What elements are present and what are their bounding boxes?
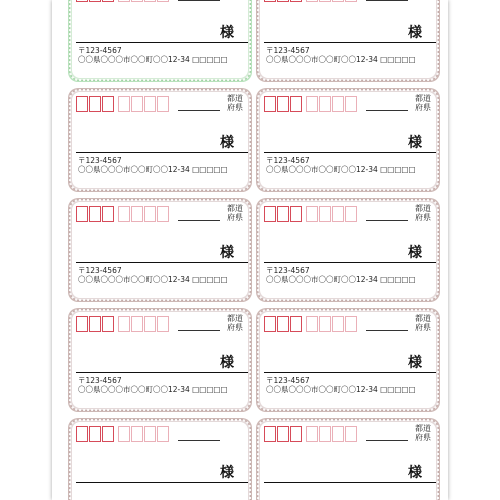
postal-digit-box bbox=[277, 426, 289, 442]
address-underline bbox=[366, 330, 408, 331]
prefecture-label: 都道府県 bbox=[415, 424, 431, 442]
postal-digit-box bbox=[89, 0, 101, 2]
honorific: 様 bbox=[220, 135, 234, 151]
postal-digit-box bbox=[102, 316, 114, 332]
honorific: 様 bbox=[408, 25, 422, 41]
honorific: 様 bbox=[220, 25, 234, 41]
postal-digit-box bbox=[144, 206, 156, 222]
postal-digit-box bbox=[306, 206, 318, 222]
postal-digit-box bbox=[332, 206, 344, 222]
sender-address: 〇〇県〇〇〇市〇〇町〇〇12-34 □□□□□ bbox=[78, 275, 228, 284]
sender-address: 〇〇県〇〇〇市〇〇町〇〇12-34 □□□□□ bbox=[266, 55, 416, 64]
postal-digit-box bbox=[118, 96, 130, 112]
prefecture-label: 都道府県 bbox=[415, 94, 431, 112]
name-underline bbox=[264, 482, 436, 483]
postal-digit-box bbox=[144, 96, 156, 112]
address-label[interactable] bbox=[68, 198, 252, 302]
postal-digit-box bbox=[157, 206, 169, 222]
postal-digit-box bbox=[306, 316, 318, 332]
sender-address: 〇〇県〇〇〇市〇〇町〇〇12-34 □□□□□ bbox=[266, 165, 416, 174]
postal-digit-box bbox=[277, 96, 289, 112]
address-label[interactable] bbox=[68, 308, 252, 412]
postal-digit-box bbox=[89, 316, 101, 332]
postal-digit-box bbox=[332, 426, 344, 442]
postal-digit-box bbox=[76, 426, 88, 442]
postal-digit-box bbox=[319, 206, 331, 222]
sender-postal-code: 〒123-4567 bbox=[266, 376, 310, 385]
postal-digit-box bbox=[306, 0, 318, 2]
postal-digit-box bbox=[144, 426, 156, 442]
postal-digit-box bbox=[131, 0, 143, 2]
prefecture-label: 都道府県 bbox=[415, 204, 431, 222]
postal-code-boxes bbox=[264, 426, 358, 444]
postal-digit-box bbox=[345, 426, 357, 442]
sender-address: 〇〇県〇〇〇市〇〇町〇〇12-34 □□□□□ bbox=[266, 275, 416, 284]
address-underline bbox=[178, 440, 220, 441]
postal-digit-box bbox=[345, 316, 357, 332]
address-label[interactable] bbox=[256, 308, 440, 412]
postal-digit-box bbox=[290, 96, 302, 112]
postal-digit-box bbox=[131, 206, 143, 222]
postal-digit-box bbox=[131, 316, 143, 332]
sender-postal-code: 〒123-4567 bbox=[266, 46, 310, 55]
postal-digit-box bbox=[102, 0, 114, 2]
sender-address: 〇〇県〇〇〇市〇〇町〇〇12-34 □□□□□ bbox=[78, 385, 228, 394]
name-underline bbox=[76, 372, 248, 373]
postal-digit-box bbox=[118, 426, 130, 442]
address-label[interactable] bbox=[68, 0, 252, 82]
name-underline bbox=[264, 262, 436, 263]
sender-postal-code: 〒123-4567 bbox=[78, 46, 122, 55]
sender-postal-code: 〒123-4567 bbox=[78, 156, 122, 165]
sender-address: 〇〇県〇〇〇市〇〇町〇〇12-34 □□□□□ bbox=[78, 165, 228, 174]
postal-digit-box bbox=[157, 426, 169, 442]
postal-digit-box bbox=[319, 0, 331, 2]
postal-digit-box bbox=[89, 426, 101, 442]
sender-postal-code: 〒123-4567 bbox=[78, 266, 122, 275]
address-label[interactable] bbox=[68, 418, 252, 500]
postal-digit-box bbox=[118, 316, 130, 332]
prefecture-label: 都道府県 bbox=[227, 204, 243, 222]
postal-code-boxes bbox=[264, 316, 358, 334]
postal-code-boxes bbox=[76, 316, 170, 334]
postal-digit-box bbox=[131, 426, 143, 442]
honorific: 様 bbox=[408, 135, 422, 151]
sender-postal-code: 〒123-4567 bbox=[266, 266, 310, 275]
postal-digit-box bbox=[76, 96, 88, 112]
postal-code-boxes bbox=[264, 96, 358, 114]
postal-digit-box bbox=[277, 0, 289, 2]
postal-digit-box bbox=[76, 206, 88, 222]
address-label[interactable] bbox=[256, 88, 440, 192]
name-underline bbox=[76, 262, 248, 263]
postal-code-boxes bbox=[264, 206, 358, 224]
postal-digit-box bbox=[264, 0, 276, 2]
prefecture-label: 都道府県 bbox=[415, 314, 431, 332]
postal-digit-box bbox=[277, 206, 289, 222]
postal-digit-box bbox=[306, 96, 318, 112]
address-label[interactable] bbox=[256, 418, 440, 500]
honorific: 様 bbox=[220, 245, 234, 261]
postal-digit-box bbox=[332, 316, 344, 332]
postal-digit-box bbox=[157, 316, 169, 332]
address-underline bbox=[178, 220, 220, 221]
address-underline bbox=[366, 440, 408, 441]
postal-digit-box bbox=[264, 426, 276, 442]
postal-digit-box bbox=[319, 96, 331, 112]
postal-digit-box bbox=[144, 0, 156, 2]
postal-digit-box bbox=[345, 0, 357, 2]
postal-digit-box bbox=[345, 96, 357, 112]
name-underline bbox=[264, 42, 436, 43]
postal-digit-box bbox=[131, 96, 143, 112]
sender-address: 〇〇県〇〇〇市〇〇町〇〇12-34 □□□□□ bbox=[266, 385, 416, 394]
postal-digit-box bbox=[157, 96, 169, 112]
postal-digit-box bbox=[89, 96, 101, 112]
postal-digit-box bbox=[89, 206, 101, 222]
honorific: 様 bbox=[220, 465, 234, 481]
postal-digit-box bbox=[144, 316, 156, 332]
address-underline bbox=[178, 330, 220, 331]
postal-digit-box bbox=[118, 206, 130, 222]
address-underline bbox=[178, 0, 220, 1]
postal-digit-box bbox=[102, 426, 114, 442]
postal-digit-box bbox=[290, 426, 302, 442]
honorific: 様 bbox=[220, 355, 234, 371]
postal-digit-box bbox=[306, 426, 318, 442]
sender-address: 〇〇県〇〇〇市〇〇町〇〇12-34 □□□□□ bbox=[78, 55, 228, 64]
address-underline bbox=[178, 110, 220, 111]
postal-digit-box bbox=[102, 206, 114, 222]
postal-code-boxes bbox=[76, 0, 170, 4]
postal-digit-box bbox=[264, 316, 276, 332]
name-underline bbox=[264, 372, 436, 373]
name-underline bbox=[264, 152, 436, 153]
postal-code-boxes bbox=[76, 426, 170, 444]
postal-digit-box bbox=[264, 206, 276, 222]
name-underline bbox=[76, 152, 248, 153]
postal-digit-box bbox=[290, 0, 302, 2]
postal-digit-box bbox=[76, 0, 88, 2]
honorific: 様 bbox=[408, 245, 422, 261]
address-underline bbox=[366, 0, 408, 1]
prefecture-label: 都道府県 bbox=[227, 94, 243, 112]
postal-digit-box bbox=[290, 206, 302, 222]
postal-digit-box bbox=[332, 96, 344, 112]
honorific: 様 bbox=[408, 355, 422, 371]
address-label[interactable] bbox=[68, 88, 252, 192]
address-underline bbox=[366, 110, 408, 111]
postal-digit-box bbox=[76, 316, 88, 332]
postal-code-boxes bbox=[264, 0, 358, 4]
sender-postal-code: 〒123-4567 bbox=[266, 156, 310, 165]
postal-digit-box bbox=[277, 316, 289, 332]
name-underline bbox=[76, 482, 248, 483]
prefecture-label: 都道府県 bbox=[227, 314, 243, 332]
label-sheet bbox=[52, 0, 448, 500]
postal-code-boxes bbox=[76, 96, 170, 114]
sender-postal-code: 〒123-4567 bbox=[78, 376, 122, 385]
postal-digit-box bbox=[332, 0, 344, 2]
postal-digit-box bbox=[102, 96, 114, 112]
postal-code-boxes bbox=[76, 206, 170, 224]
postal-digit-box bbox=[319, 316, 331, 332]
postal-digit-box bbox=[290, 316, 302, 332]
name-underline bbox=[76, 42, 248, 43]
postal-digit-box bbox=[345, 206, 357, 222]
address-underline bbox=[366, 220, 408, 221]
address-label[interactable] bbox=[256, 198, 440, 302]
postal-digit-box bbox=[319, 426, 331, 442]
postal-digit-box bbox=[118, 0, 130, 2]
postal-digit-box bbox=[157, 0, 169, 2]
honorific: 様 bbox=[408, 465, 422, 481]
address-label[interactable] bbox=[256, 0, 440, 82]
postal-digit-box bbox=[264, 96, 276, 112]
